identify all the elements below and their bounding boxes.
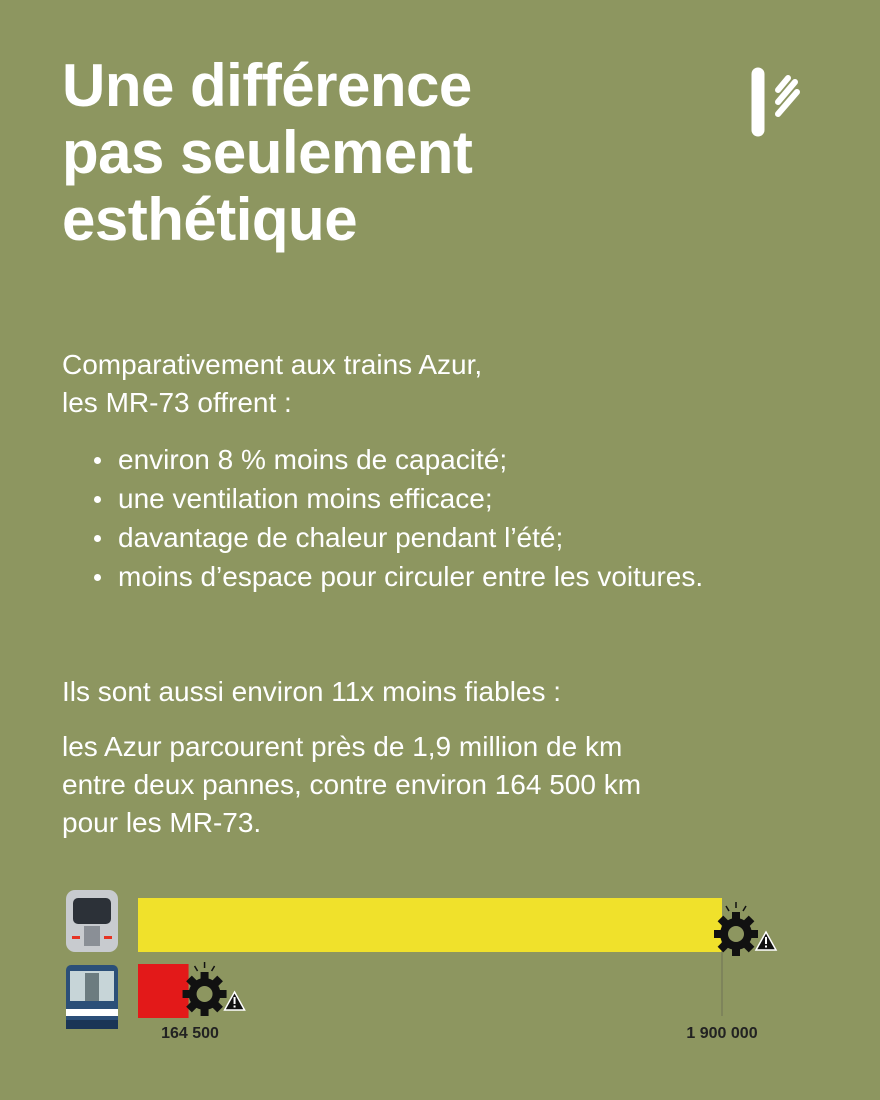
title-line: Une différence [62, 52, 472, 119]
slash-lines-logo [744, 64, 804, 140]
intro-line: les MR-73 offrent : [62, 387, 292, 418]
azur-train-icon [66, 890, 118, 952]
reliability-heading: Ils sont aussi environ 11x moins fiables : [62, 676, 562, 707]
gear-warning-icon [714, 902, 776, 956]
detail-line: les Azur parcourent près de 1,9 million de km [62, 731, 623, 762]
list-item: moins d’espace pour circuler entre les voitures. [94, 557, 734, 596]
bar-mr-73 [138, 964, 189, 1018]
bar-azur [138, 898, 722, 952]
tick-label: 164 500 [161, 1025, 219, 1042]
list-item: davantage de chaleur pendant l’été; [94, 518, 734, 557]
reliability-bar-chart [0, 880, 880, 1050]
detail-line: pour les MR-73. [62, 807, 262, 838]
title-line: pas seulement [62, 119, 473, 186]
tick-label: 1 900 000 [686, 1025, 758, 1042]
list-item: une ventilation moins efficace; [94, 479, 734, 518]
page-title [62, 52, 662, 253]
title-line: esthétique [62, 186, 358, 253]
intro-text [62, 346, 482, 422]
intro-line: Comparativement aux trains Azur, [62, 349, 483, 380]
mr73-train-icon [66, 965, 118, 1029]
gear-warning-icon [183, 962, 245, 1016]
list-item: environ 8 % moins de capacité; [94, 440, 734, 479]
comparison-list [94, 440, 734, 596]
detail-line: entre deux pannes, contre environ 164 500 km [62, 769, 642, 800]
reliability-detail [62, 728, 802, 842]
